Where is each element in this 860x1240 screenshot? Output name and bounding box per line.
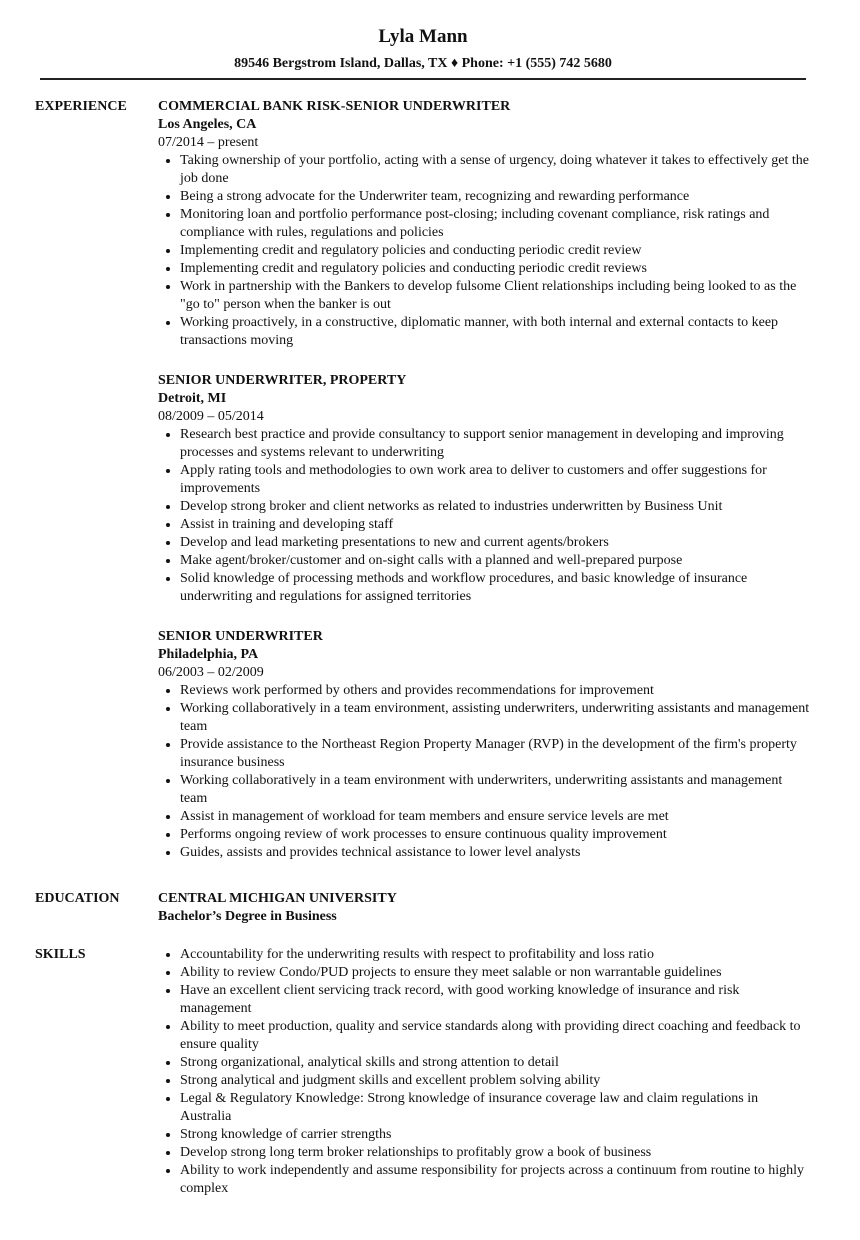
bullet-item: • Assist in management of workload for team members and ensure service levels are met bbox=[180, 808, 810, 826]
bullet-item: • Provide assistance to the Northeast Region Property Manager (RVP) in the development of the firm's property insurance business bbox=[180, 736, 810, 772]
experience-body bbox=[158, 98, 810, 862]
bullet-item: • Working collaboratively in a team environment, assisting underwriters, underwriting assistants and management team bbox=[180, 700, 810, 736]
job-location: Philadelphia, PA bbox=[158, 647, 259, 662]
bullet-item: • Solid knowledge of processing methods and workflow procedures, and basic knowledge of insurance underwriting and regulations for assigned territories bbox=[180, 570, 810, 606]
job-entry bbox=[158, 98, 810, 350]
job-bullets bbox=[158, 152, 810, 350]
job-title: SENIOR UNDERWRITER, PROPERTY bbox=[158, 373, 407, 388]
resume-content bbox=[35, 98, 810, 1198]
skill-item: • Ability to work independently and assume responsibility for projects across a continuum from routine to highly complex bbox=[180, 1162, 810, 1198]
bullet-item: • Develop strong broker and client networks as related to industries underwritten by Business Unit bbox=[180, 498, 810, 516]
education-body bbox=[158, 890, 810, 926]
bullet-item: • Develop and lead marketing presentations to new and current agents/brokers bbox=[180, 534, 810, 552]
skill-item: • Legal & Regulatory Knowledge: Strong knowledge of insurance coverage law and claim regulations in Australia bbox=[180, 1090, 810, 1126]
skill-item: • Ability to meet production, quality and service standards along with providing direct coaching and feedback to ensure quality bbox=[180, 1018, 810, 1054]
job-dates: 06/2003 – 02/2009 bbox=[158, 665, 264, 680]
school-name: CENTRAL MICHIGAN UNIVERSITY bbox=[158, 891, 397, 906]
skills-section bbox=[35, 946, 810, 1198]
skill-item: • Develop strong long term broker relationships to profitably grow a book of business bbox=[180, 1144, 810, 1162]
bullet-item: • Work in partnership with the Bankers to develop fulsome Client relationships including being looked to as the "go to" person when the banker is out bbox=[180, 278, 810, 314]
bullet-item: • Working proactively, in a constructive, diplomatic manner, with both internal and external contacts to keep transactions moving bbox=[180, 314, 810, 350]
resume-header bbox=[0, 24, 846, 74]
job-entry bbox=[158, 372, 810, 606]
job-title: COMMERCIAL BANK RISK-SENIOR UNDERWRITER bbox=[158, 99, 511, 114]
job-location: Los Angeles, CA bbox=[158, 117, 257, 132]
bullet-item: • Performs ongoing review of work processes to ensure continuous quality improvement bbox=[180, 826, 810, 844]
experience-label: EXPERIENCE bbox=[35, 99, 127, 114]
bullet-item: • Taking ownership of your portfolio, acting with a sense of urgency, doing whatever it takes to effectively get the job done bbox=[180, 152, 810, 188]
bullet-item: • Implementing credit and regulatory policies and conducting periodic credit reviews bbox=[180, 260, 810, 278]
job-entry bbox=[158, 628, 810, 862]
education-label: EDUCATION bbox=[35, 891, 120, 906]
job-location: Detroit, MI bbox=[158, 391, 227, 406]
job-dates: 08/2009 – 05/2014 bbox=[158, 409, 264, 424]
header-divider bbox=[40, 78, 806, 80]
skills-label: SKILLS bbox=[35, 947, 86, 962]
degree-name: Bachelor’s Degree in Business bbox=[158, 909, 337, 924]
experience-section bbox=[35, 98, 810, 862]
job-title: SENIOR UNDERWRITER bbox=[158, 629, 323, 644]
skill-item: • Strong analytical and judgment skills and excellent problem solving ability bbox=[180, 1072, 810, 1090]
contact-line: 89546 Bergstrom Island, Dallas, TX ♦ Phone: +1 (555) 742 5680 bbox=[234, 56, 612, 71]
bullet-item: • Monitoring loan and portfolio performance post-closing; including covenant compliance, risk ratings and compliance with rules, regulations and policies bbox=[180, 206, 810, 242]
bullet-item: • Implementing credit and regulatory policies and conducting periodic credit review bbox=[180, 242, 810, 260]
skills-body bbox=[158, 946, 810, 1198]
job-bullets bbox=[158, 682, 810, 862]
bullet-item: • Apply rating tools and methodologies to own work area to deliver to customers and offer suggestions for improvements bbox=[180, 462, 810, 498]
candidate-name: Lyla Mann bbox=[378, 26, 468, 47]
bullet-item: • Assist in training and developing staff bbox=[180, 516, 810, 534]
skill-item: • Ability to review Condo/PUD projects to ensure they meet salable or non warrantable guidelines bbox=[180, 964, 810, 982]
bullet-item: • Reviews work performed by others and provides recommendations for improvement bbox=[180, 682, 810, 700]
education-section bbox=[35, 890, 810, 926]
bullet-item: • Being a strong advocate for the Underwriter team, recognizing and rewarding performance bbox=[180, 188, 810, 206]
skills-list bbox=[158, 946, 810, 1198]
skill-item: • Accountability for the underwriting results with respect to profitability and loss ratio bbox=[180, 946, 810, 964]
bullet-item: • Make agent/broker/customer and on-sight calls with a planned and well-prepared purpose bbox=[180, 552, 810, 570]
job-bullets bbox=[158, 426, 810, 606]
job-dates: 07/2014 – present bbox=[158, 135, 259, 150]
skill-item: • Have an excellent client servicing track record, with good working knowledge of insurance and risk management bbox=[180, 982, 810, 1018]
bullet-item: • Research best practice and provide consultancy to support senior management in developing and improving processes and systems relevant to underwriting bbox=[180, 426, 810, 462]
bullet-item: • Guides, assists and provides technical assistance to lower level analysts bbox=[180, 844, 810, 862]
skill-item: • Strong organizational, analytical skills and strong attention to detail bbox=[180, 1054, 810, 1072]
bullet-item: • Working collaboratively in a team environment with underwriters, underwriting assistants and management team bbox=[180, 772, 810, 808]
skill-item: • Strong knowledge of carrier strengths bbox=[180, 1126, 810, 1144]
